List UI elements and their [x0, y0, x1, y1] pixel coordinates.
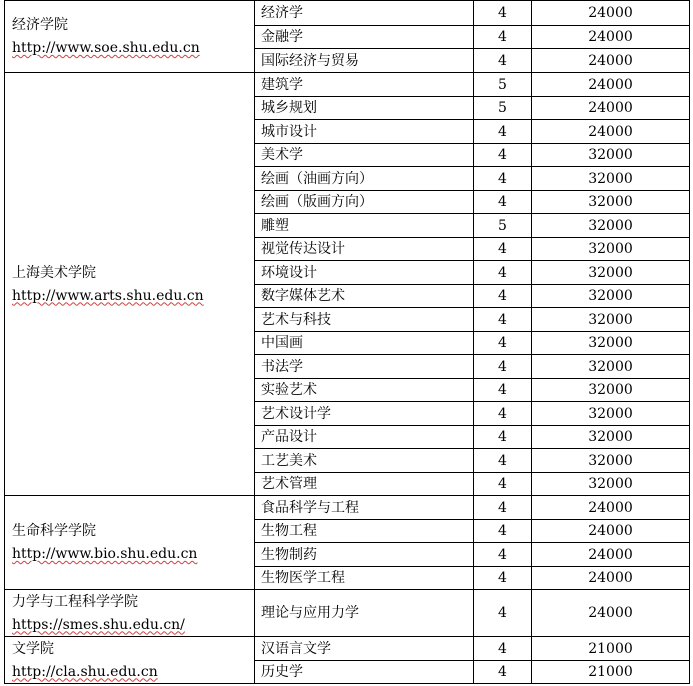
years-cell: 4	[474, 543, 532, 567]
years-cell: 4	[474, 144, 532, 167]
table-row	[5, 1, 690, 26]
table-row	[5, 73, 690, 97]
years-cell: 4	[474, 1, 532, 26]
years-cell: 4	[474, 402, 532, 426]
major-cell: 食品科学与工程	[255, 496, 474, 520]
major-cell: 汉语言文学	[255, 637, 474, 661]
fee-cell: 32000	[532, 167, 690, 191]
years-cell: 4	[474, 191, 532, 214]
major-cell: 产品设计	[255, 426, 474, 449]
fee-cell: 24000	[532, 543, 690, 567]
major-cell: 书法学	[255, 355, 474, 379]
major-cell: 建筑学	[255, 73, 474, 97]
years-cell: 5	[474, 214, 532, 238]
fee-cell: 32000	[532, 308, 690, 332]
major-cell: 城乡规划	[255, 97, 474, 120]
major-cell: 生物工程	[255, 520, 474, 543]
fee-cell: 24000	[532, 73, 690, 97]
major-cell: 视觉传达设计	[255, 238, 474, 261]
major-cell: 理论与应用力学	[255, 590, 474, 637]
fee-cell: 24000	[532, 49, 690, 73]
major-cell: 经济学	[255, 1, 474, 26]
fee-cell: 24000	[532, 590, 690, 637]
school-name: 上海美术学院	[12, 264, 96, 281]
school-name: 经济学院	[12, 17, 68, 33]
major-cell: 雕塑	[255, 214, 474, 238]
school-cell	[5, 1, 255, 73]
major-cell: 金融学	[255, 26, 474, 49]
years-cell: 4	[474, 661, 532, 684]
fee-cell: 32000	[532, 449, 690, 473]
fee-cell: 32000	[532, 355, 690, 379]
major-cell: 环境设计	[255, 261, 474, 285]
major-cell: 数字媒体艺术	[255, 285, 474, 308]
school-cell	[5, 73, 255, 496]
major-cell: 艺术与科技	[255, 308, 474, 332]
tuition-table-body	[5, 1, 690, 684]
school-cell	[5, 637, 255, 684]
fee-cell: 32000	[532, 144, 690, 167]
school-name: 文学院	[12, 640, 54, 657]
major-cell: 绘画（版画方向）	[255, 191, 474, 214]
fee-cell: 32000	[532, 402, 690, 426]
fee-cell: 24000	[532, 496, 690, 520]
fee-cell: 32000	[532, 261, 690, 285]
tuition-table	[4, 0, 690, 684]
fee-cell: 32000	[532, 238, 690, 261]
fee-cell: 32000	[532, 426, 690, 449]
school-url-link[interactable]: http://www.bio.shu.edu.cn	[12, 546, 198, 562]
years-cell: 4	[474, 496, 532, 520]
fee-cell: 24000	[532, 567, 690, 590]
major-cell: 城市设计	[255, 120, 474, 144]
years-cell: 5	[474, 73, 532, 97]
years-cell: 4	[474, 120, 532, 144]
years-cell: 4	[474, 26, 532, 49]
major-cell: 实验艺术	[255, 379, 474, 402]
major-cell: 中国画	[255, 332, 474, 355]
years-cell: 4	[474, 590, 532, 637]
years-cell: 4	[474, 567, 532, 590]
fee-cell: 32000	[532, 473, 690, 496]
years-cell: 4	[474, 332, 532, 355]
school-cell	[5, 496, 255, 590]
years-cell: 5	[474, 97, 532, 120]
years-cell: 4	[474, 379, 532, 402]
years-cell: 4	[474, 449, 532, 473]
fee-cell: 32000	[532, 191, 690, 214]
years-cell: 4	[474, 637, 532, 661]
years-cell: 4	[474, 238, 532, 261]
major-cell: 艺术管理	[255, 473, 474, 496]
fee-cell: 24000	[532, 120, 690, 144]
table-row	[5, 496, 690, 520]
years-cell: 4	[474, 49, 532, 73]
fee-cell: 21000	[532, 637, 690, 661]
school-url-link[interactable]: http://www.soe.shu.edu.cn	[12, 40, 200, 56]
major-cell: 历史学	[255, 661, 474, 684]
years-cell: 4	[474, 355, 532, 379]
school-url-link[interactable]: http://www.arts.shu.edu.cn	[12, 287, 204, 304]
years-cell: 4	[474, 520, 532, 543]
fee-cell: 32000	[532, 332, 690, 355]
fee-cell: 24000	[532, 97, 690, 120]
fee-cell: 21000	[532, 661, 690, 684]
years-cell: 4	[474, 473, 532, 496]
years-cell: 4	[474, 167, 532, 191]
fee-cell: 24000	[532, 520, 690, 543]
years-cell: 4	[474, 285, 532, 308]
table-row	[5, 637, 690, 661]
major-cell: 生物制药	[255, 543, 474, 567]
fee-cell: 24000	[532, 1, 690, 26]
school-url-link[interactable]: https://smes.shu.edu.cn/	[12, 616, 185, 633]
school-name: 力学与工程科学学院	[12, 593, 138, 610]
fee-cell: 32000	[532, 379, 690, 402]
table-row	[5, 590, 690, 637]
fee-cell: 32000	[532, 285, 690, 308]
major-cell: 工艺美术	[255, 449, 474, 473]
major-cell: 国际经济与贸易	[255, 49, 474, 73]
major-cell: 绘画（油画方向）	[255, 167, 474, 191]
fee-cell: 32000	[532, 214, 690, 238]
years-cell: 4	[474, 308, 532, 332]
school-cell	[5, 590, 255, 637]
years-cell: 4	[474, 426, 532, 449]
major-cell: 生物医学工程	[255, 567, 474, 590]
major-cell: 艺术设计学	[255, 402, 474, 426]
major-cell: 美术学	[255, 144, 474, 167]
school-name: 生命科学学院	[12, 523, 96, 539]
fee-cell: 24000	[532, 26, 690, 49]
years-cell: 4	[474, 261, 532, 285]
school-url-link[interactable]: http://cla.shu.edu.cn	[12, 663, 158, 680]
